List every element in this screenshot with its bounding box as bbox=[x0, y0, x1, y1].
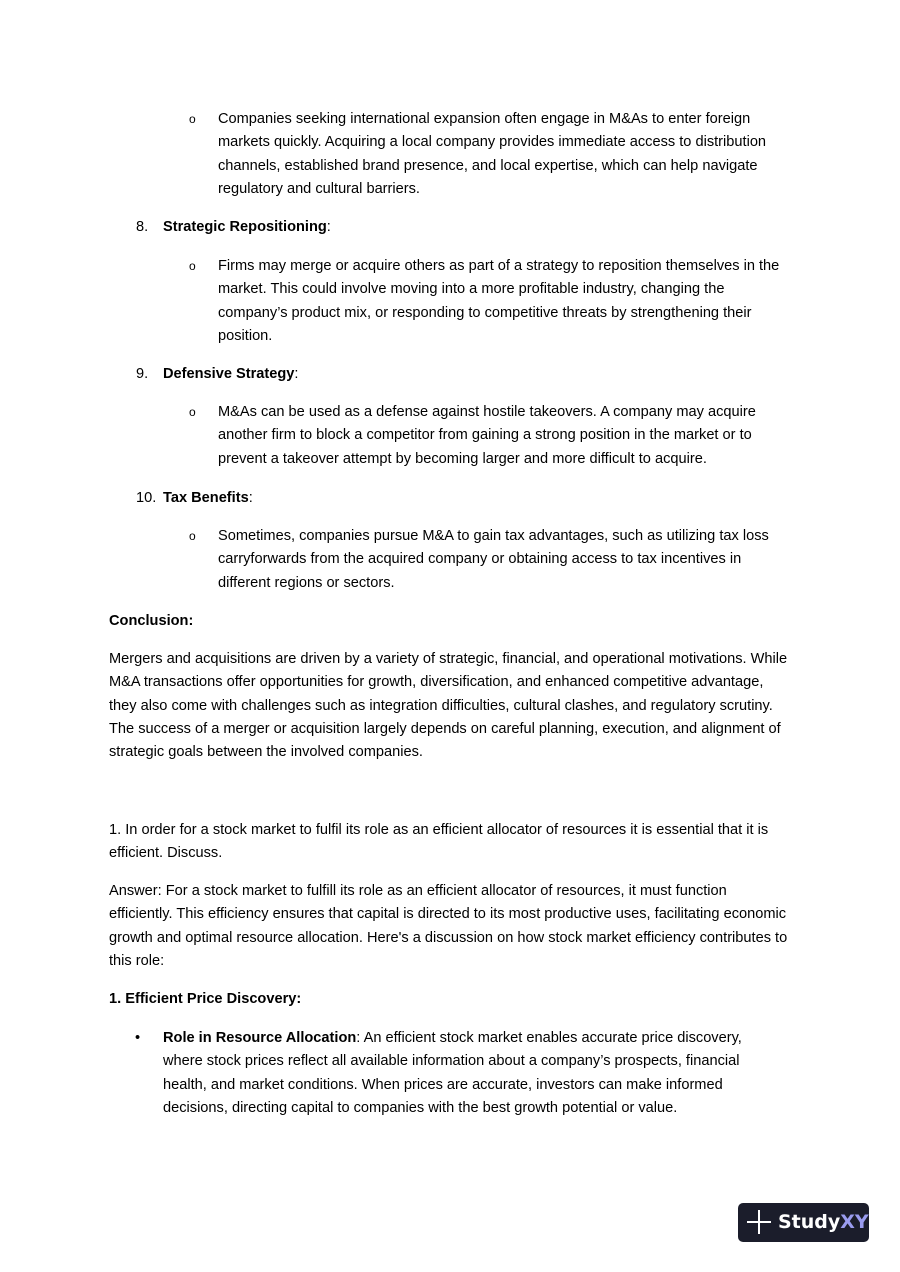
item8-sub-text: Firms may merge or acquire others as part of a strategy to reposition themselves in the market. This could involve moving into a more profitable industry, changing the company’s product mix, or responding to competitive threats by strengthening their position. bbox=[218, 258, 780, 344]
bullet-heading: Role in Resource Allocation bbox=[163, 1030, 357, 1046]
item9-sub-text: M&As can be used as a defense against hostile takeovers. A company may acquire another firm to block a competitor from gaining a strong position in the market or to prevent a takeover attempt by becoming larger and more difficult to acquire. bbox=[218, 404, 756, 467]
hollow-bullet-icon: o bbox=[189, 112, 196, 126]
logo-word-main: Study bbox=[778, 1211, 841, 1233]
item7-sub-text: Companies seeking international expansion often engage in M&As to enter foreign markets quickly. Acquiring a local company provides immediate access to distribution channels, established brand presence, and local expertise, which can help navigate regulatory and cultural barriers. bbox=[218, 111, 767, 197]
hollow-bullet-icon: o bbox=[189, 529, 196, 543]
question-text: 1. In order for a stock market to fulfil its role as an efficient allocator of resources it is essential that it is efficient. Discuss. bbox=[109, 822, 769, 862]
list-number: 10. bbox=[136, 490, 157, 506]
bullet-text bbox=[163, 1027, 783, 1120]
studyxy-logo bbox=[738, 1203, 869, 1242]
section-heading bbox=[109, 988, 794, 1011]
hollow-bullet-icon: o bbox=[189, 259, 196, 273]
answer-text: Answer: For a stock market to fulfill its role as an efficient allocator of resources, it must function efficiently. This efficiency ensures that capital is directed to its most productive uses, facilitating economic growth and optimal resource allocation. Here's a discussion on how stock market efficiency contributes to this role: bbox=[109, 883, 788, 969]
plus-icon bbox=[747, 1210, 771, 1234]
list-number: 8. bbox=[136, 219, 149, 235]
bullet-dot-icon: • bbox=[135, 1030, 141, 1046]
hollow-bullet-icon: o bbox=[189, 405, 196, 419]
list-heading-bold: Strategic Repositioning bbox=[163, 219, 327, 235]
list-heading bbox=[163, 363, 298, 386]
list-heading bbox=[163, 487, 253, 510]
list-heading-colon: : bbox=[326, 219, 331, 235]
list-heading-colon: : bbox=[248, 490, 253, 506]
list-number: 9. bbox=[136, 366, 149, 382]
list-heading-bold: Defensive Strategy bbox=[163, 366, 295, 382]
list-heading-colon: : bbox=[294, 366, 299, 382]
logo-wordmark bbox=[778, 1211, 869, 1233]
conclusion-heading-bold: Conclusion: bbox=[109, 613, 194, 629]
conclusion-heading bbox=[109, 610, 794, 633]
item10-sub-text: Sometimes, companies pursue M&A to gain tax advantages, such as utilizing tax loss carryforwards from the acquired company or obtaining access to tax incentives in different regions or sectors. bbox=[218, 528, 769, 591]
bullet-body: : An efficient stock market enables accurate price discovery, where stock prices reflect all available information about a company’s prospects, financial health, and market conditions. When prices are accurate, investors can make informed decisions, directing capital to companies with the best growth potential or value. bbox=[163, 1030, 742, 1116]
list-heading bbox=[163, 216, 331, 239]
section-heading-bold: 1. Efficient Price Discovery: bbox=[109, 991, 302, 1007]
list-heading-bold: Tax Benefits bbox=[163, 490, 249, 506]
logo-word-accent: XY bbox=[840, 1211, 869, 1233]
conclusion-body: Mergers and acquisitions are driven by a variety of strategic, financial, and operational motivations. While M&A transactions offer opportunities for growth, diversification, and enhanced competitive advantage, they also come with challenges such as integration difficulties, cultural clashes, and regulatory scrutiny. The success of a merger or acquisition largely depends on careful planning, execution, and alignment of strategic goals between the involved companies. bbox=[109, 651, 788, 761]
